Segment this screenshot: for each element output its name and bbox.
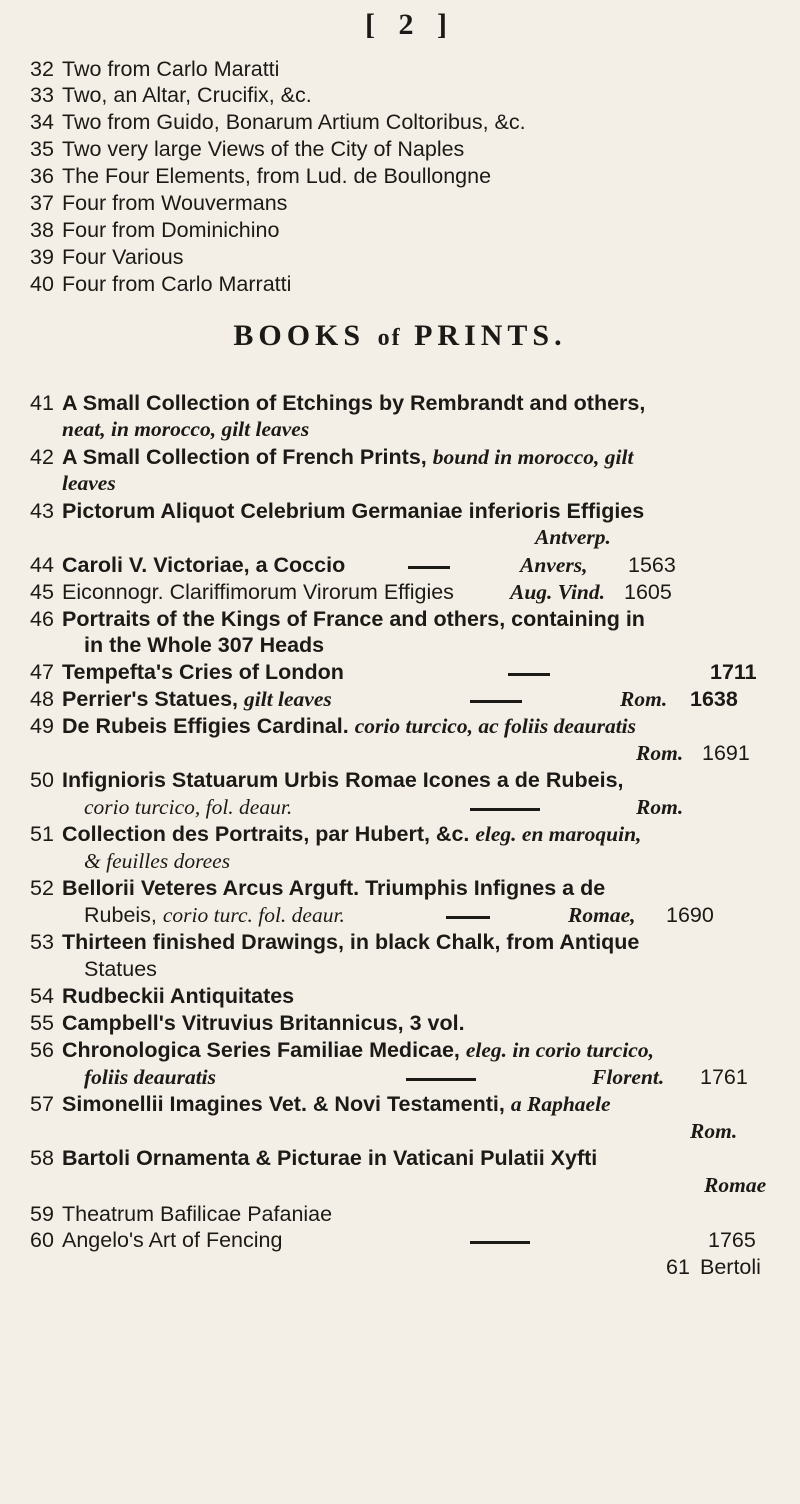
item-text-italic: eleg. en maroquin,: [475, 822, 642, 846]
section-heading: [0, 318, 800, 356]
dash-rule: [408, 566, 450, 569]
list-item: [0, 215, 800, 245]
item-text: Two very large Views of the City of Naples: [62, 137, 465, 161]
item-number: 53: [30, 930, 54, 954]
list-item: [0, 242, 800, 272]
item-number: 58: [30, 1146, 54, 1170]
list-item: [0, 765, 800, 795]
item-text: A Small Collection of Etchings by Rembrandt and others,: [62, 391, 646, 415]
list-item-cont: [0, 738, 800, 768]
item-year: 1761: [700, 1065, 748, 1089]
dash-rule: [446, 916, 490, 919]
list-item: [0, 550, 800, 580]
item-text: Angelo's Art of Fencing: [62, 1228, 283, 1252]
item-number: 50: [30, 768, 54, 792]
item-text-italic: a Raphaele: [510, 1092, 611, 1116]
item-text-italic: eleg. in corio turcico,: [465, 1038, 654, 1062]
item-place: Romae: [704, 1173, 767, 1197]
list-item-cont: [0, 954, 800, 984]
page-number: [ 2 ]: [365, 8, 455, 41]
item-text: Two from Carlo Maratti: [62, 57, 280, 81]
list-item-cont: [0, 522, 800, 552]
item-place: Rom.: [636, 795, 684, 819]
list-item-cont: [0, 846, 800, 876]
item-place: Florent.: [592, 1065, 665, 1089]
item-text-italic: foliis deauratis: [84, 1065, 217, 1089]
item-number: 41: [30, 391, 54, 415]
item-number: 34: [30, 110, 54, 134]
item-number: 52: [30, 876, 54, 900]
item-year: 1605: [624, 580, 672, 604]
item-place: Romae,: [568, 903, 636, 927]
item-number: 49: [30, 714, 54, 738]
item-text-wrap: [62, 711, 636, 741]
item-text: Statues: [84, 957, 157, 981]
item-place: Rom.: [620, 687, 668, 711]
dash-rule: [470, 1241, 530, 1244]
item-place: Aug. Vind.: [510, 580, 606, 604]
list-item-cont: [0, 792, 800, 822]
list-item-cont: [0, 1062, 800, 1092]
list-item: [0, 1008, 800, 1038]
item-number: 46: [30, 607, 54, 631]
item-year: 1711: [710, 660, 757, 684]
item-number: 38: [30, 218, 54, 242]
list-item: [0, 161, 800, 191]
list-item-cont: [0, 1170, 800, 1200]
item-text: Pictorum Aliquot Celebrium Germaniae inferioris Effigies: [62, 499, 645, 523]
heading-books: BOOKS: [233, 319, 366, 352]
item-text-wrap: [62, 819, 641, 849]
dash-rule: [470, 700, 522, 703]
item-text: Eiconnogr. Clariffimorum Virorum Effigies: [62, 580, 454, 604]
list-item-cont: [0, 1116, 800, 1146]
item-text: Rubeis,: [84, 903, 157, 927]
item-text: Collection des Portraits, par Hubert, &c.: [62, 822, 470, 846]
list-item: [0, 711, 800, 741]
list-item: [0, 684, 800, 714]
item-text-italic: & feuilles dorees: [84, 849, 231, 873]
item-text: Theatrum Bafilicae Pafaniae: [62, 1202, 333, 1226]
list-item: [0, 1225, 800, 1255]
item-number: 44: [30, 553, 54, 577]
item-number: 55: [30, 1011, 54, 1035]
dash-rule: [508, 673, 550, 676]
list-item: [0, 927, 800, 957]
item-number: 43: [30, 499, 54, 523]
item-text: Four from Wouvermans: [62, 191, 288, 215]
list-item-cont: [0, 630, 800, 660]
item-text: Infignioris Statuarum Urbis Romae Icones a de Rubeis,: [62, 768, 624, 792]
list-item: [0, 269, 800, 299]
item-text: Perrier's Statues,: [62, 687, 239, 711]
item-place: Rom.: [636, 741, 684, 765]
list-item: [0, 1089, 800, 1119]
item-text: Portraits of the Kings of France and others, containing in: [62, 607, 645, 631]
list-item: [0, 819, 800, 849]
list-item: [0, 1252, 800, 1282]
item-text-italic: corio turcico, ac foliis deauratis: [354, 714, 637, 738]
item-number: 61: [666, 1255, 690, 1279]
item-text: Bellorii Veteres Arcus Arguft. Triumphis Infignes a de: [62, 876, 606, 900]
item-place: Rom.: [690, 1119, 738, 1143]
item-text: in the Whole 307 Heads: [84, 633, 325, 657]
item-text: Two from Guido, Bonarum Artium Coltoribus, &c.: [62, 110, 526, 134]
list-item: [0, 107, 800, 137]
item-number: 36: [30, 164, 54, 188]
item-text-wrap: [84, 900, 345, 930]
item-text-italic: corio turc. fol. deaur.: [162, 903, 345, 927]
item-place: Anvers,: [520, 553, 588, 577]
item-text: Campbell's Vitruvius Britannicus, 3 vol.: [62, 1011, 465, 1035]
heading-of: of: [377, 325, 402, 351]
item-year: 1638: [690, 687, 738, 711]
item-text-italic: corio turcico, fol. deaur.: [84, 795, 293, 819]
list-item: [0, 80, 800, 110]
item-number: 35: [30, 137, 54, 161]
item-text: Two, an Altar, Crucifix, &c.: [62, 83, 312, 107]
list-item-cont: [0, 414, 800, 444]
item-number: 59: [30, 1202, 54, 1226]
item-number: 39: [30, 245, 54, 269]
item-text-wrap: [62, 1089, 611, 1119]
list-item: [0, 1143, 800, 1173]
item-text-wrap: [62, 1035, 654, 1065]
item-number: 33: [30, 83, 54, 107]
item-number: 51: [30, 822, 54, 846]
list-item: [0, 188, 800, 218]
item-number: 42: [30, 445, 54, 469]
list-item: [0, 981, 800, 1011]
item-place: Antverp.: [535, 525, 611, 549]
item-number: 37: [30, 191, 54, 215]
item-text-italic: bound in morocco, gilt: [432, 445, 634, 469]
item-number: 45: [30, 580, 54, 604]
item-text: Bartoli Ornamenta & Picturae in Vaticani Pulatii Xyfti: [62, 1146, 598, 1170]
item-text: Caroli V. Victoriae, a Coccio: [62, 553, 346, 577]
item-number: 40: [30, 272, 54, 296]
dash-rule: [470, 808, 540, 811]
item-text: Chronologica Series Familiae Medicae,: [62, 1038, 460, 1062]
list-item-cont: [0, 468, 800, 498]
item-text: Four from Dominichino: [62, 218, 280, 242]
item-year: 1691: [702, 741, 750, 765]
item-text-italic: leaves: [62, 471, 116, 495]
item-text: Thirteen finished Drawings, in black Chalk, from Antique: [62, 930, 640, 954]
item-text: The Four Elements, from Lud. de Boullongne: [62, 164, 492, 188]
item-year: 1563: [628, 553, 676, 577]
item-number: 57: [30, 1092, 54, 1116]
item-text: Simonellii Imagines Vet. & Novi Testamenti,: [62, 1092, 505, 1116]
list-item: [0, 577, 800, 607]
item-text-italic: neat, in morocco, gilt leaves: [62, 417, 310, 441]
item-text: Rudbeckii Antiquitates: [62, 984, 295, 1008]
item-text: Tempefta's Cries of London: [62, 660, 344, 684]
item-year: 1765: [708, 1228, 756, 1252]
item-text: De Rubeis Effigies Cardinal.: [62, 714, 349, 738]
item-year: 1690: [666, 903, 714, 927]
list-item-cont: [0, 900, 800, 930]
item-text-italic: gilt leaves: [244, 687, 332, 711]
list-item: [0, 657, 800, 687]
item-text: A Small Collection of French Prints,: [62, 445, 427, 469]
item-number: 47: [30, 660, 54, 684]
item-text: Four Various: [62, 245, 184, 269]
item-number: 48: [30, 687, 54, 711]
dash-rule: [406, 1078, 476, 1081]
item-text: Bertoli: [700, 1255, 761, 1279]
item-number: 54: [30, 984, 54, 1008]
item-number: 56: [30, 1038, 54, 1062]
item-number: 60: [30, 1228, 54, 1252]
item-number: 32: [30, 57, 54, 81]
heading-prints: PRINTS.: [414, 319, 567, 352]
list-item: [0, 1035, 800, 1065]
list-item: [0, 873, 800, 903]
list-item: [0, 134, 800, 164]
item-text: Four from Carlo Marratti: [62, 272, 292, 296]
item-text-wrap: [62, 684, 332, 714]
